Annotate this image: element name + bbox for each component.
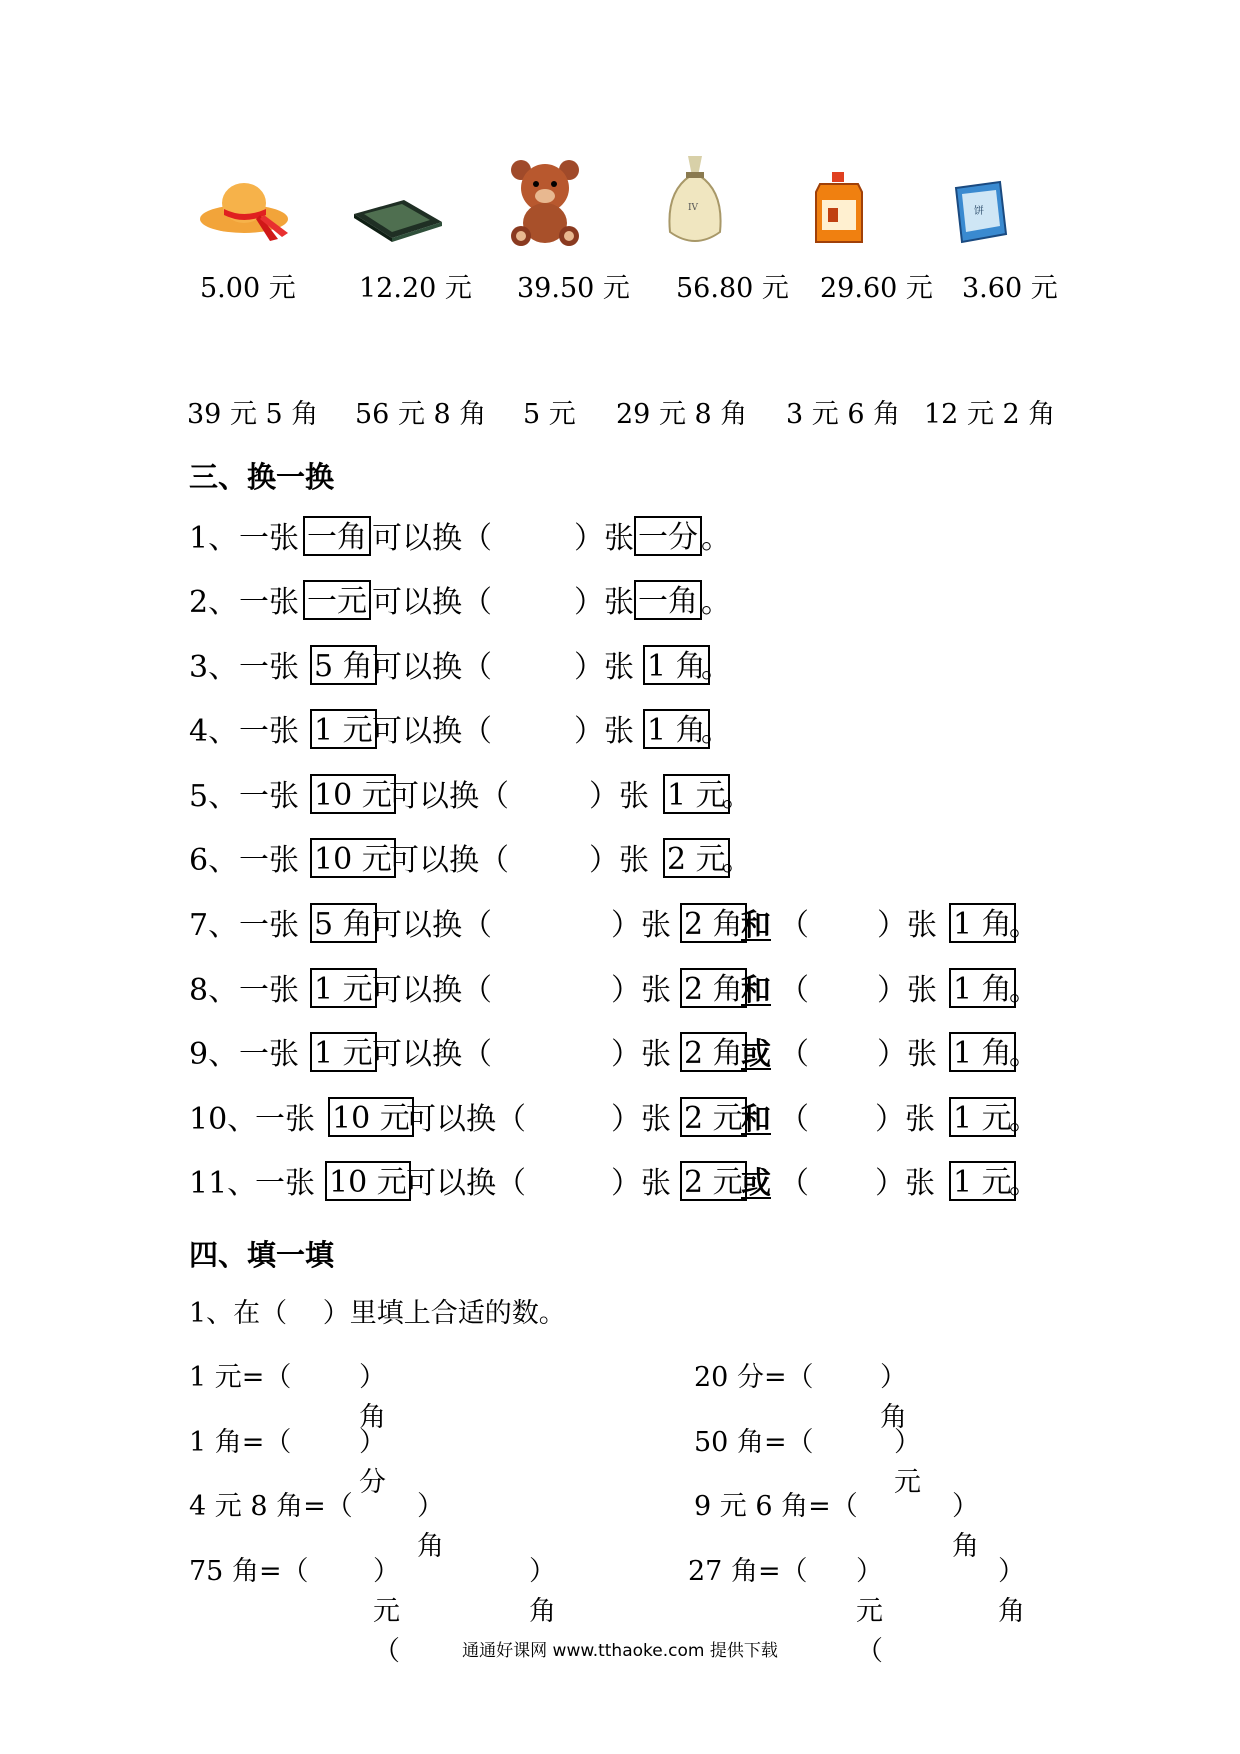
to-money-box: 1 元 bbox=[949, 1097, 1016, 1137]
question-part: 50 角=（ bbox=[694, 1427, 814, 1458]
row-text: 一张 bbox=[239, 1037, 299, 1072]
section-3-title: 三、换一换 bbox=[189, 460, 335, 494]
question-part: ）角 bbox=[359, 1362, 386, 1433]
amount-option: 39 元 5 角 bbox=[187, 399, 319, 430]
row-text: 可以换（ bbox=[372, 714, 492, 749]
from-money-box: 10 元 bbox=[325, 1161, 411, 1201]
to-money-box: 2 元 bbox=[680, 1097, 747, 1137]
from-money-box: 10 元 bbox=[328, 1097, 414, 1137]
row-end: 。 bbox=[722, 843, 752, 878]
row-number: 6、 bbox=[189, 843, 239, 878]
teddy-bear-icon bbox=[505, 158, 585, 248]
row-text: 可以换（ bbox=[372, 585, 492, 620]
row-text: 可以换（ bbox=[372, 908, 492, 943]
section-4-title: 四、填一填 bbox=[189, 1238, 335, 1272]
fill-question bbox=[189, 1487, 444, 1562]
from-money-box: 1 元 bbox=[310, 1032, 377, 1072]
bottle-icon bbox=[812, 170, 868, 246]
row-text: 一张 bbox=[239, 779, 299, 814]
question-part: ）角 bbox=[529, 1556, 556, 1627]
row-end: 。 bbox=[1009, 1102, 1039, 1137]
amount-option: 5 元 bbox=[523, 399, 576, 430]
question-part: 1 角=（ bbox=[189, 1427, 292, 1458]
row-text: 一张 bbox=[255, 1102, 315, 1137]
answer-close: ）张 bbox=[574, 585, 634, 620]
row-text: 可以换（ bbox=[372, 521, 492, 556]
row-end: 。 bbox=[701, 714, 731, 749]
item-price: 12.20 元 bbox=[359, 273, 472, 304]
question-part: ）角 bbox=[880, 1362, 907, 1433]
question-part: ）角 bbox=[417, 1491, 444, 1562]
question-part: ）角 bbox=[952, 1491, 979, 1562]
row-number: 2、 bbox=[189, 585, 239, 620]
question-part: ）角 bbox=[998, 1556, 1025, 1627]
amount-option: 12 元 2 角 bbox=[924, 399, 1056, 430]
answer-close: ）张 bbox=[611, 1166, 671, 1201]
row-text: 一张 bbox=[255, 1166, 315, 1201]
row-text: 可以换（ bbox=[389, 843, 509, 878]
hat-icon bbox=[198, 175, 294, 245]
question-part: ）元 bbox=[894, 1427, 921, 1498]
row-end: 。 bbox=[722, 779, 752, 814]
to-money-box: 2 角 bbox=[680, 968, 747, 1008]
from-money-box: 5 角 bbox=[310, 645, 377, 685]
row-number: 8、 bbox=[189, 973, 239, 1008]
fill-question bbox=[688, 1552, 1025, 1667]
fill-instruction: 1、在（ ）里填上合适的数。 bbox=[189, 1298, 566, 1329]
to-money-box: 1 元 bbox=[949, 1161, 1016, 1201]
answer-close: ）张 bbox=[611, 1102, 671, 1137]
answer-open: （ bbox=[779, 1102, 809, 1137]
answer-close: ）张 bbox=[574, 521, 634, 556]
row-text: 可以换（ bbox=[406, 1102, 526, 1137]
to-money-box: 一角 bbox=[634, 580, 702, 620]
row-text: 一张 bbox=[239, 908, 299, 943]
sack-icon bbox=[662, 152, 728, 248]
row-number: 3、 bbox=[189, 650, 239, 685]
from-money-box: 1 元 bbox=[310, 968, 377, 1008]
answer-close: ）张 bbox=[611, 1037, 671, 1072]
snack-bag-icon bbox=[952, 180, 1008, 244]
fill-question bbox=[189, 1358, 386, 1433]
conjunction: 或 bbox=[741, 1037, 771, 1072]
row-end: 。 bbox=[701, 650, 731, 685]
from-money-box: 1 元 bbox=[310, 709, 377, 749]
row-text: 可以换（ bbox=[406, 1166, 526, 1201]
to-money-box: 2 角 bbox=[680, 1032, 747, 1072]
to-money-box: 1 角 bbox=[643, 709, 710, 749]
to-money-box: 1 角 bbox=[949, 968, 1016, 1008]
answer-close: ）张 bbox=[574, 650, 634, 685]
row-text: 一张 bbox=[239, 650, 299, 685]
answer-close: ）张 bbox=[611, 908, 671, 943]
to-money-box: 2 角 bbox=[680, 903, 747, 943]
item-price: 56.80 元 bbox=[676, 273, 789, 304]
answer-close: ）张 bbox=[875, 1166, 935, 1201]
question-part: ）分 bbox=[359, 1427, 386, 1498]
to-money-box: 1 元 bbox=[663, 774, 730, 814]
row-text: 一张 bbox=[239, 585, 299, 620]
svg-text:IV: IV bbox=[688, 203, 699, 213]
conjunction: 和 bbox=[741, 973, 771, 1008]
question-part: ）元（ bbox=[373, 1556, 400, 1667]
answer-open: （ bbox=[779, 973, 809, 1008]
row-end: 。 bbox=[1009, 973, 1039, 1008]
from-money-box: 一角 bbox=[303, 516, 371, 556]
conjunction: 和 bbox=[741, 908, 771, 943]
answer-close: ）张 bbox=[589, 779, 649, 814]
to-money-box: 2 元 bbox=[680, 1161, 747, 1201]
to-money-box: 1 角 bbox=[643, 645, 710, 685]
row-number: 9、 bbox=[189, 1037, 239, 1072]
item-price: 29.60 元 bbox=[820, 273, 933, 304]
item-price: 39.50 元 bbox=[517, 273, 630, 304]
to-money-box: 1 角 bbox=[949, 903, 1016, 943]
row-text: 可以换（ bbox=[389, 779, 509, 814]
fill-question bbox=[189, 1423, 386, 1498]
footer-credit: 通通好课网 www.tthaoke.com 提供下载 bbox=[462, 1641, 778, 1661]
fill-question bbox=[189, 1552, 556, 1667]
answer-open: （ bbox=[779, 1037, 809, 1072]
row-text: 一张 bbox=[239, 714, 299, 749]
answer-close: ）张 bbox=[574, 714, 634, 749]
row-end: 。 bbox=[1009, 1037, 1039, 1072]
answer-close: ）张 bbox=[877, 908, 937, 943]
from-money-box: 10 元 bbox=[310, 838, 396, 878]
fill-question bbox=[694, 1358, 907, 1433]
book-icon bbox=[350, 196, 446, 242]
conjunction: 或 bbox=[741, 1166, 771, 1201]
row-number: 11、 bbox=[189, 1166, 258, 1201]
row-text: 可以换（ bbox=[372, 973, 492, 1008]
row-number: 1、 bbox=[189, 521, 239, 556]
item-price: 5.00 元 bbox=[200, 273, 296, 304]
answer-close: ）张 bbox=[611, 973, 671, 1008]
row-text: 可以换（ bbox=[372, 1037, 492, 1072]
question-part: 75 角=（ bbox=[189, 1556, 309, 1587]
answer-open: （ bbox=[779, 1166, 809, 1201]
to-money-box: 1 角 bbox=[949, 1032, 1016, 1072]
question-part: 20 分=（ bbox=[694, 1362, 814, 1393]
question-part: 27 角=（ bbox=[688, 1556, 808, 1587]
svg-text:饼: 饼 bbox=[974, 206, 984, 217]
fill-question bbox=[694, 1423, 921, 1498]
from-money-box: 10 元 bbox=[310, 774, 396, 814]
to-money-box: 2 元 bbox=[663, 838, 730, 878]
amount-option: 56 元 8 角 bbox=[355, 399, 487, 430]
item-price: 3.60 元 bbox=[962, 273, 1058, 304]
row-number: 7、 bbox=[189, 908, 239, 943]
row-text: 一张 bbox=[239, 521, 299, 556]
from-money-box: 5 角 bbox=[310, 903, 377, 943]
row-end: 。 bbox=[701, 585, 731, 620]
amount-option: 3 元 6 角 bbox=[786, 399, 901, 430]
to-money-box: 一分 bbox=[634, 516, 702, 556]
question-part: 4 元 8 角=（ bbox=[189, 1491, 353, 1522]
row-text: 可以换（ bbox=[372, 650, 492, 685]
row-text: 一张 bbox=[239, 973, 299, 1008]
answer-close: ）张 bbox=[875, 1102, 935, 1137]
fill-question bbox=[694, 1487, 979, 1562]
row-end: 。 bbox=[1009, 1166, 1039, 1201]
answer-close: ）张 bbox=[877, 973, 937, 1008]
question-part: ）元（ bbox=[856, 1556, 883, 1667]
row-number: 4、 bbox=[189, 714, 239, 749]
answer-close: ）张 bbox=[589, 843, 649, 878]
question-part: 1 元=（ bbox=[189, 1362, 292, 1393]
row-end: 。 bbox=[1009, 908, 1039, 943]
row-end: 。 bbox=[701, 521, 731, 556]
answer-open: （ bbox=[779, 908, 809, 943]
row-number: 5、 bbox=[189, 779, 239, 814]
row-number: 10、 bbox=[189, 1102, 258, 1137]
conjunction: 和 bbox=[741, 1102, 771, 1137]
row-text: 一张 bbox=[239, 843, 299, 878]
question-part: 9 元 6 角=（ bbox=[694, 1491, 858, 1522]
amount-option: 29 元 8 角 bbox=[616, 399, 748, 430]
from-money-box: 一元 bbox=[303, 580, 371, 620]
answer-close: ）张 bbox=[877, 1037, 937, 1072]
